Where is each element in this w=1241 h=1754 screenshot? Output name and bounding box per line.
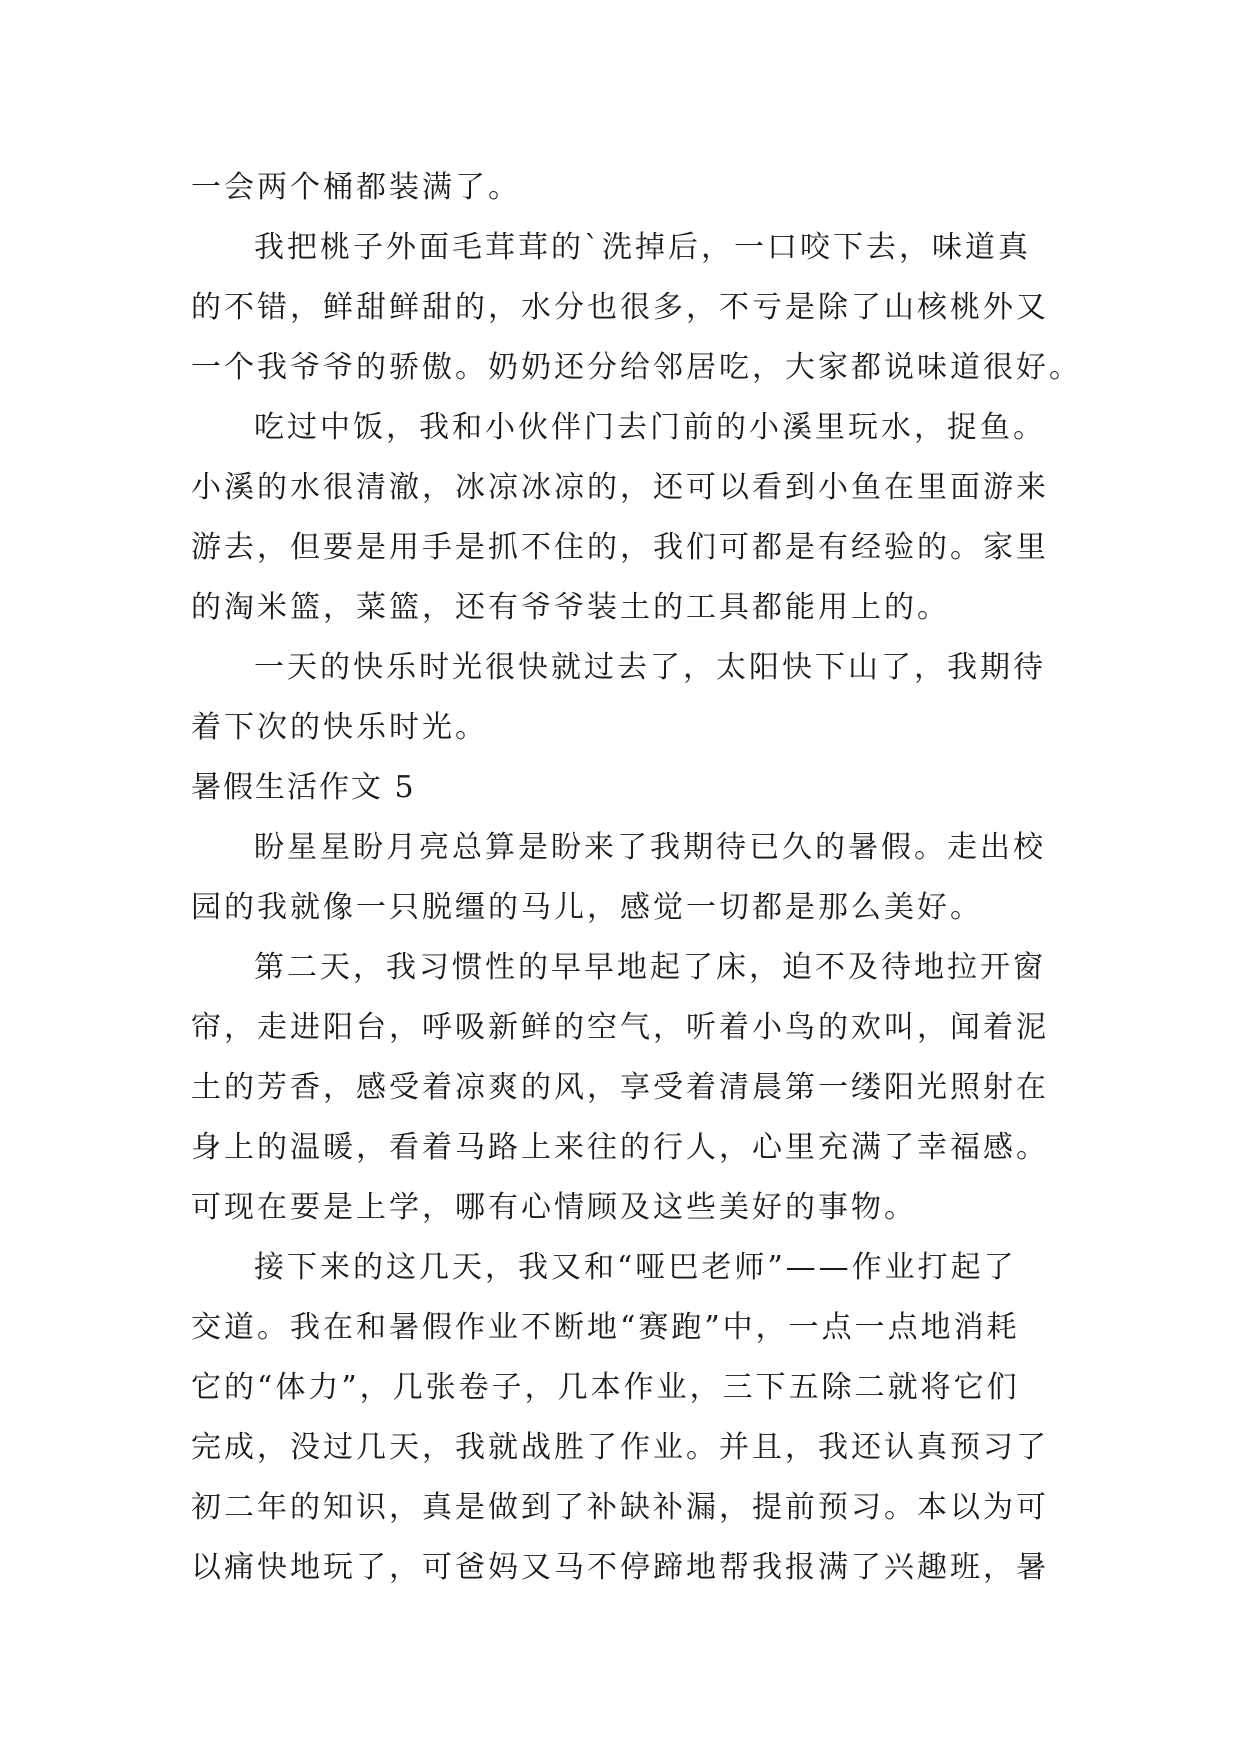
- document-body: [191, 158, 1082, 1598]
- text-line: 初二年的知识，真是做到了补缺补漏，提前预习。本以为可: [191, 1490, 1049, 1525]
- text-line: 完成，没过几天，我就战胜了作业。并且，我还认真预习了: [191, 1430, 1049, 1465]
- paragraph-first-line: 我把桃子外面毛茸茸的`洗掉后，一口咬下去，味道真: [254, 230, 1031, 265]
- text-line: 土的芳香，感受着凉爽的风，享受着清晨第一缕阳光照射在: [191, 1070, 1049, 1105]
- paragraph-first-line: 吃过中饭，我和小伙伴门去门前的小溪里玩水，捉鱼。: [254, 410, 1046, 445]
- text-line: 以痛快地玩了，可爸妈又马不停蹄地帮我报满了兴趣班，暑: [191, 1550, 1049, 1585]
- text-line: 的淘米篮，菜篮，还有爷爷装土的工具都能用上的。: [191, 590, 950, 625]
- text-line: 身上的温暖，看着马路上来往的行人，心里充满了幸福感。: [191, 1130, 1049, 1165]
- text-line: 小溪的水很清澈，冰凉冰凉的，还可以看到小鱼在里面游来: [191, 470, 1049, 505]
- text-line: 一会两个桶都装满了。: [191, 170, 521, 205]
- paragraph-first-line: 接下来的这几天，我又和“哑巴老师”——作业打起了: [254, 1250, 1017, 1285]
- text-line: 它的“体力”，几张卷子，几本作业，三下五除二就将它们: [191, 1370, 1020, 1405]
- text-line: 交道。我在和暑假作业不断地“赛跑”中，一点一点地消耗: [191, 1310, 1020, 1345]
- text-line: 园的我就像一只脱缰的马儿，感觉一切都是那么美好。: [191, 890, 983, 925]
- text-line: 帘，走进阳台，呼吸新鲜的空气，听着小鸟的欢叫，闻着泥: [191, 1010, 1049, 1045]
- text-line: 可现在要是上学，哪有心情顾及这些美好的事物。: [191, 1190, 917, 1225]
- text-line: 着下次的快乐时光。: [191, 710, 488, 745]
- paragraph-first-line: 第二天，我习惯性的早早地起了床，迫不及待地拉开窗: [254, 950, 1046, 985]
- paragraph-first-line: 一天的快乐时光很快就过去了，太阳快下山了，我期待: [254, 650, 1046, 685]
- text-line: 游去，但要是用手是抓不住的，我们可都是有经验的。家里: [191, 530, 1049, 565]
- section-heading: 暑假生活作文 5: [191, 770, 416, 805]
- text-line: 一个我爷爷的骄傲。奶奶还分给邻居吃，大家都说味道很好。: [191, 350, 1082, 385]
- paragraph-first-line: 盼星星盼月亮总算是盼来了我期待已久的暑假。走出校: [254, 830, 1046, 865]
- text-line: 的不错，鲜甜鲜甜的，水分也很多，不亏是除了山核桃外又: [191, 290, 1049, 325]
